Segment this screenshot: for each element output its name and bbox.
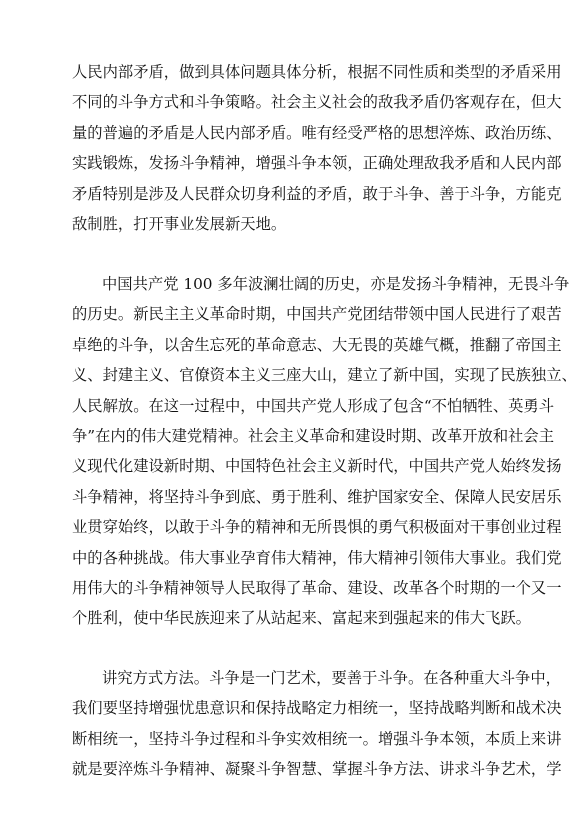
- paragraph-line: 不同的斗争方式和斗争策略。社会主义社会的敌我矛盾仍客观存在，但大: [72, 93, 562, 112]
- paragraph-line: 矛盾特别是涉及人民群众切身利益的矛盾，敢于斗争、善于斗争，方能克: [72, 184, 562, 203]
- paragraph-line: 用伟大的斗争精神领导人民取得了革命、建设、改革各个时期的一个又一: [72, 578, 562, 597]
- paragraph-1: [72, 57, 562, 239]
- paragraph-line: 义现代化建设新时期、中国特色社会主义新时代，中国共产党人始终发扬: [72, 457, 562, 476]
- paragraph-line: 中国共产党 100 多年波澜壮阔的历史，亦是发扬斗争精神，无畏斗争: [102, 275, 570, 293]
- paragraph-line: 人民内部矛盾，做到具体问题具体分析，根据不同性质和类型的矛盾采用: [72, 63, 562, 81]
- paragraph-line: 人民解放。在这一过程中，中国共产党人形成了包含“不怕牺牲、英勇斗: [72, 396, 555, 415]
- paragraph-2: [72, 269, 577, 634]
- paragraph-line: 就是要淬炼斗争精神、凝聚斗争智慧、掌握斗争方法、讲求斗争艺术，学: [72, 760, 562, 779]
- paragraph-line: 敌制胜，打开事业发展新天地。: [72, 214, 287, 233]
- paragraph-line: 争”在内的伟大建党精神。社会主义革命和建设时期、改革开放和社会主: [72, 426, 555, 445]
- paragraph-line: 的历史。新民主主义革命时期，中国共产党团结带领中国人民进行了艰苦: [72, 305, 562, 324]
- paragraph-line: 量的普遍的矛盾是人民内部矛盾。唯有经受严格的思想淬炼、政治历练、: [72, 123, 562, 142]
- paragraph-3: [72, 663, 562, 785]
- paragraph-line: 中的各种挑战。伟大事业孕育伟大精神，伟大精神引领伟大事业。我们党: [72, 548, 562, 567]
- paragraph-line: 个胜利，使中华民族迎来了从站起来、富起来到强起来的伟大飞跃。: [72, 609, 531, 628]
- paragraph-line: 斗争精神，将坚持斗争到底、勇于胜利、维护国家安全、保障人民安居乐: [72, 487, 562, 506]
- paragraph-line: 实践锻炼，发扬斗争精神，增强斗争本领，正确处理敌我矛盾和人民内部: [72, 154, 562, 173]
- paragraph-line: 我们要坚持增强忧患意识和保持战略定力相统一，坚持战略判断和战术决: [72, 699, 562, 718]
- paragraph-line: 业贯穿始终，以敢于斗争的精神和无所畏惧的勇气积极面对干事创业过程: [72, 518, 562, 537]
- paragraph-line: 义、封建主义、官僚资本主义三座大山，建立了新中国，实现了民族独立、: [72, 366, 577, 385]
- paragraph-line: 卓绝的斗争，以舍生忘死的革命意志、大无畏的英雄气概，推翻了帝国主: [72, 335, 562, 354]
- paragraph-line: 断相统一，坚持斗争过程和斗争实效相统一。增强斗争本领，本质上来讲: [72, 729, 562, 748]
- paragraph-line: 讲究方式方法。斗争是一门艺术，要善于斗争。在各种重大斗争中，: [102, 669, 561, 687]
